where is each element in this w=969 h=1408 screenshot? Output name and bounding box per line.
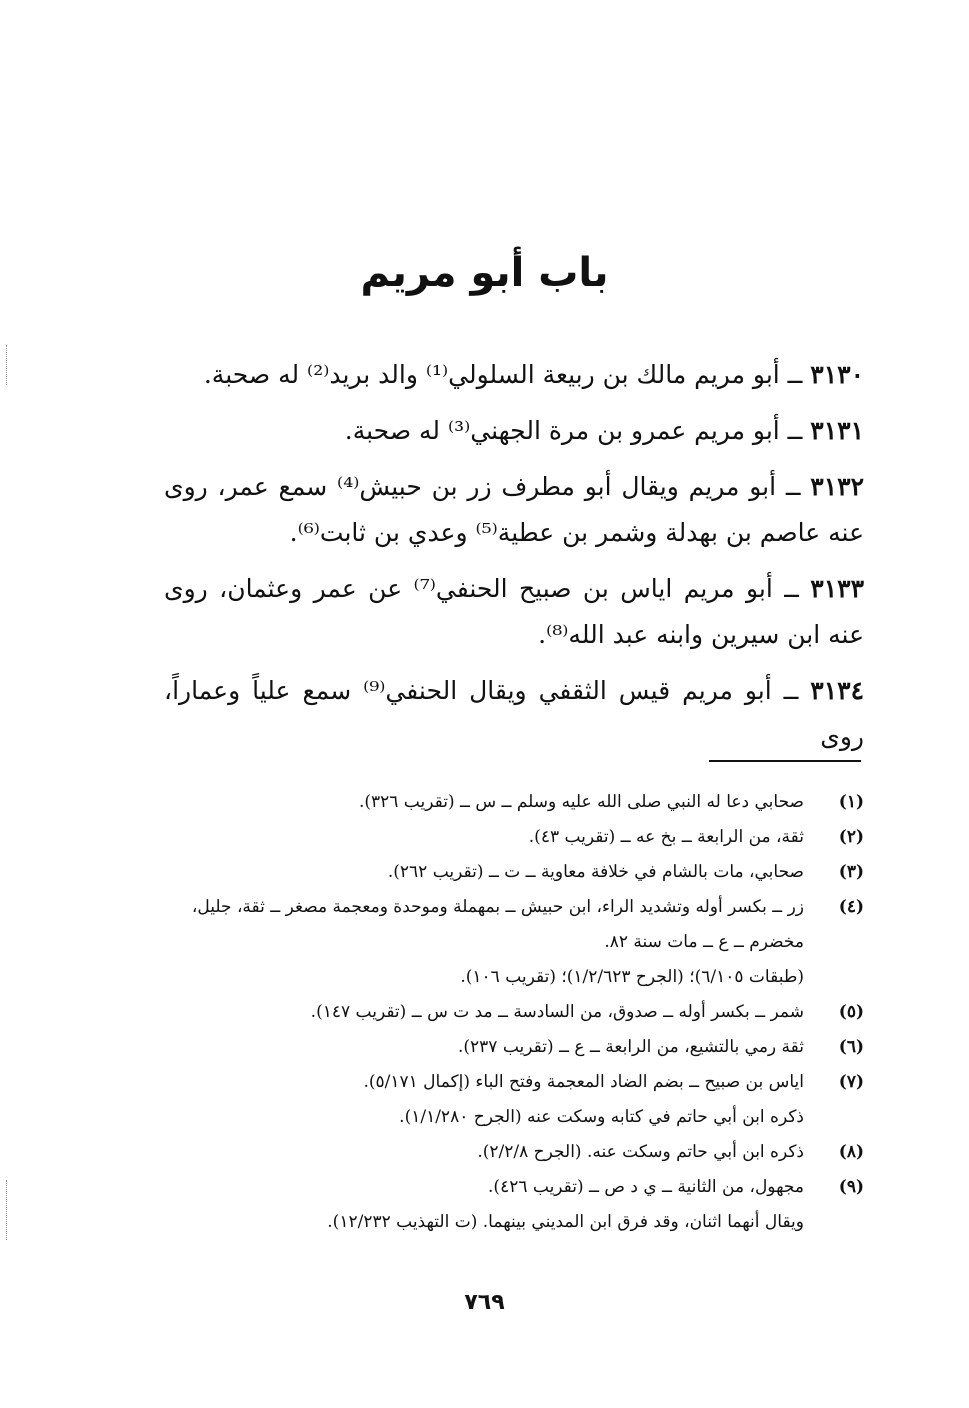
entry-text: أبو مريم قيس الثقفي ويقال الحنفي⁽⁹⁾ سمع علياً وعماراً، روى: [164, 676, 864, 751]
footnote-mark: (٦): [838, 1037, 864, 1057]
entry-text: أبو مريم اياس بن صبيح الحنفي⁽⁷⁾ عن عمر وعثمان، روى عنه ابن سيرين وابنه عبد الله⁽⁸⁾.: [164, 574, 864, 649]
entry-text: أبو مريم مالك بن ربيعة السلولي⁽¹⁾ والد بريد⁽²⁾ له صحبة.: [203, 360, 780, 389]
entry-number: ٣١٣٠: [810, 360, 864, 389]
scan-margin-mark: [6, 1180, 8, 1240]
footnote-text: ثقة رمي بالتشيع، من الرابعة ــ ع ــ (تقريب ٢٣٧).: [457, 1037, 804, 1057]
entry: ٣١٣١ ــ أبو مريم عمرو بن مرة الجهني⁽³⁾ له صحبة.: [344, 416, 864, 445]
footnote: [154, 890, 864, 995]
footnote: [154, 1135, 864, 1170]
entry-number: ٣١٣١: [810, 416, 864, 445]
footnote: [154, 820, 864, 855]
footnote-text: ثقة، من الرابعة ــ بخ عه ــ (تقريب ٤٣).: [528, 827, 804, 847]
entry: ٣١٣٣ ــ أبو مريم اياس بن صبيح الحنفي⁽⁷⁾ عن عمر وعثمان، روى عنه ابن سيرين وابنه عبد الله⁽⁸⁾.: [164, 574, 864, 649]
footnote-mark: (٩): [838, 1177, 864, 1197]
entry-number: ٣١٣٢: [810, 472, 865, 501]
entry: ٣١٣٤ ــ أبو مريم قيس الثقفي ويقال الحنفي⁽⁹⁾ سمع علياً وعماراً، روى: [164, 676, 864, 751]
footnote: [154, 1065, 864, 1135]
entry-text: أبو مريم عمرو بن مرة الجهني⁽³⁾ له صحبة.: [344, 416, 780, 445]
footnote-text: شمر ــ بكسر أوله ــ صدوق، من السادسة ــ مد ت س ــ (تقريب ١٤٧).: [310, 1002, 804, 1022]
footnote-text: مجهول، من الثانية ــ ي د ص ــ (تقريب ٤٢٦).: [488, 1177, 804, 1197]
footnote: [154, 1030, 864, 1065]
footnote-mark: (٣): [838, 862, 864, 882]
entry: ٣١٣٢ ــ أبو مريم ويقال أبو مطرف زر بن حبيش⁽⁴⁾ سمع عمر، روى عنه عاصم بن بهدلة وشمر بن عطية⁽⁵⁾ وعدي بن ثابت⁽⁶⁾.: [164, 472, 865, 547]
footnote-text: ذكره ابن أبي حاتم وسكت عنه. (الجرح ٢/٢/٨).: [477, 1142, 804, 1162]
footnote-mark: (٢): [838, 827, 864, 847]
footnote-mark: (٤): [838, 897, 864, 917]
footnote: [154, 855, 864, 890]
footnote-separator: [709, 760, 861, 762]
footnote-mark: (٥): [838, 1002, 864, 1022]
footnotes: [154, 785, 864, 1240]
scan-margin-mark: [6, 345, 8, 385]
footnote-text: صحابي دعا له النبي صلى الله عليه وسلم ــ س ــ (تقريب ٣٢٦).: [358, 792, 804, 812]
footnote-continuation: ويقال أنهما اثنان، وقد فرق ابن المديني بينهما. (ت التهذيب ١٢/٢٣٢).: [327, 1212, 804, 1232]
page-number: ٧٦٩: [464, 1290, 505, 1315]
footnote-continuation: (طبقات ٦/١٠٥)؛ (الجرح ١/٢/٦٢٣)؛ (تقريب ١٠٦).: [460, 967, 804, 987]
footnote: [154, 995, 864, 1030]
entry: ٣١٣٠ ــ أبو مريم مالك بن ربيعة السلولي⁽¹⁾ والد بريد⁽²⁾ له صحبة.: [203, 360, 864, 389]
entry-number: ٣١٣٤: [810, 676, 864, 705]
footnote-mark: (٧): [838, 1072, 864, 1092]
chapter-heading: باب أبو مريم: [360, 250, 609, 296]
entry-number: ٣١٣٣: [810, 574, 864, 603]
entry-text: أبو مريم ويقال أبو مطرف زر بن حبيش⁽⁴⁾ سمع عمر، روى عنه عاصم بن بهدلة وشمر بن عطية⁽⁵⁾ وعدي بن ثابت⁽⁶⁾.: [164, 472, 864, 547]
footnote: [154, 1170, 864, 1240]
entries-list: [164, 352, 864, 770]
footnote-text: اياس بن صبيح ــ بضم الضاد المعجمة وفتح الباء (إكمال ٥/١٧١).: [363, 1072, 804, 1092]
footnote-mark: (١): [838, 792, 864, 812]
footnote-text: زر ــ بكسر أوله وتشديد الراء، ابن حبيش ــ بمهملة وموحدة ومعجمة مصغر ــ ثقة، جليل، مخضرم ــ ع ــ مات سنة ٨٢.: [191, 897, 804, 952]
footnote-continuation: ذكره ابن أبي حاتم في كتابه وسكت عنه (الجرح ١/١/٢٨٠).: [399, 1107, 804, 1127]
footnote: [154, 785, 864, 820]
footnote-mark: (٨): [838, 1142, 864, 1162]
footnote-text: صحابي، مات بالشام في خلافة معاوية ــ ت ــ (تقريب ٢٦٢).: [387, 862, 804, 882]
